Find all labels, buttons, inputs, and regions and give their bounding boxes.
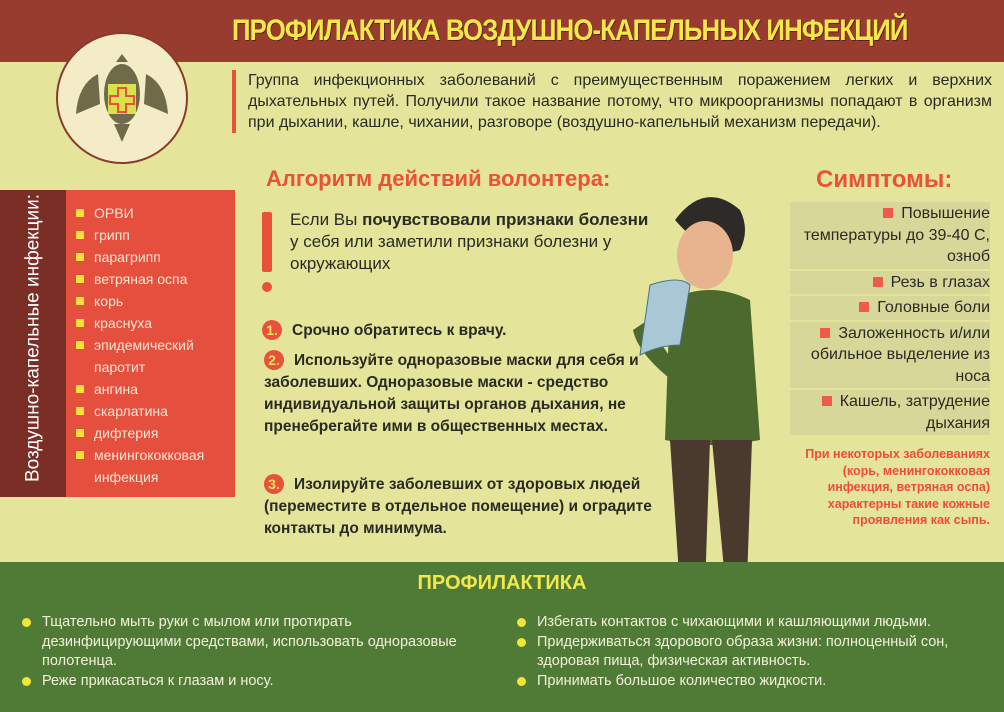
list-item: менингококковая инфекция (76, 444, 236, 488)
symptoms-title: Симптомы: (816, 166, 953, 193)
list-item: ОРВИ (76, 202, 236, 224)
list-item: Реже прикасаться к глазам и носу. (20, 672, 490, 692)
list-item: дифтерия (76, 422, 236, 444)
infections-list (76, 202, 236, 488)
intro-bold: почувствовали признаки болезни (362, 210, 649, 229)
emblem-logo (56, 32, 188, 164)
list-item: ветряная оспа (76, 268, 236, 290)
list-item: Избегать контактов с чихающими и кашляющими людьми. (515, 613, 995, 633)
step-text: Используйте одноразовые маски для себя и заболевших. Одноразовые маски - средство индивидуальной защиты органов дыхания, не пренебрегайте ими в общественных местах. (264, 352, 639, 435)
sick-man-illustration (600, 180, 820, 610)
symptom-text: Кашель, затрудение дыхания (839, 393, 990, 432)
list-item: парагрипп (76, 246, 236, 268)
bullet-icon (859, 302, 869, 312)
list-item: грипп (76, 224, 236, 246)
step-number: 2. (264, 350, 284, 370)
list-item: Принимать большое количество жидкости. (515, 672, 995, 692)
prevention-list-right (515, 613, 995, 691)
rash-note: При некоторых заболеваниях (корь, менингококковая инфекция, ветряная оспа) характерны такие кожные проявления как сыпь. (805, 447, 990, 527)
symptom-text: Повышение температуры до 39-40 С, озноб (803, 205, 990, 265)
list-item: Тщательно мыть руки с мылом или протирать дезинфицирующими средствами, использовать одноразовые полотенца. (20, 613, 490, 672)
algorithm-title: Алгоритм действий волонтера: (266, 166, 611, 191)
bullet-icon (820, 328, 830, 338)
intro-part: Если Вы (290, 210, 363, 229)
page-title: ПРОФИЛАКТИКА ВОЗДУШНО-КАПЕЛЬНЫХ ИНФЕКЦИЙ (232, 14, 908, 47)
prevention-list-left (20, 613, 490, 691)
symptom-item (790, 390, 990, 435)
intro-text: Группа инфекционных заболеваний с преимущественным поражением легких и верхних дыхательных путей. Получили такое название потому, что микроорганизмы попадают в организм при дыхании, кашле, чихании, разговоре (воздушно-капельный механизм передачи). (232, 70, 992, 133)
list-item: ангина (76, 378, 236, 400)
exclamation-icon (262, 212, 272, 272)
step-text: Срочно обратитесь к врачу. (292, 322, 507, 339)
step-number: 3. (264, 474, 284, 494)
bullet-icon (883, 208, 893, 218)
symptom-item (790, 271, 990, 295)
step-number: 1. (262, 320, 282, 340)
bullet-icon (873, 277, 883, 287)
list-item: краснуха (76, 312, 236, 334)
list-item: скарлатина (76, 400, 236, 422)
intro-part: у себя или заметили признаки болезни у окружающих (290, 232, 612, 273)
list-item: корь (76, 290, 236, 312)
symptom-item (790, 322, 990, 389)
symptom-item (790, 296, 990, 320)
symptom-item (790, 202, 990, 269)
exclamation-dot-icon (262, 282, 272, 292)
symptom-text: Головные боли (877, 299, 990, 316)
bullet-icon (822, 396, 832, 406)
list-item: Придерживаться здорового образа жизни: полноценный сон, здоровая пища, физическая активность. (515, 633, 995, 672)
symptom-text: Заложенность и/или обильное выделение из носа (810, 324, 990, 385)
step-text: Изолируйте заболевших от здоровых людей (переместите в отдельное помещение) и оградите контакты до минимума. (264, 476, 652, 537)
algorithm-intro (290, 209, 650, 275)
prevention-title: ПРОФИЛАКТИКА (417, 572, 587, 594)
infections-title: Воздушно-капельные инфекции: (22, 193, 44, 483)
list-item: эпидемический паротит (76, 334, 236, 378)
symptom-text: Резь в глазах (890, 273, 990, 291)
symptoms-list (790, 202, 990, 437)
